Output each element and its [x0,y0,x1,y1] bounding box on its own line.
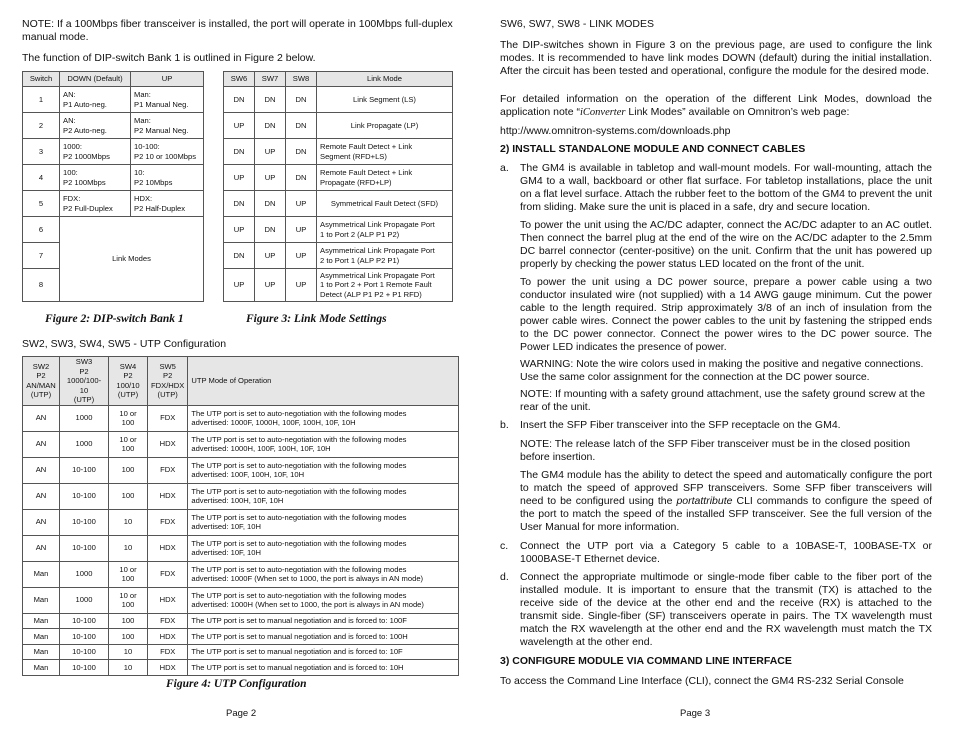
table-row: Man 10-100 100 FDX The UTP port is set to manual negotiation and is forced to: 100F [23,613,459,629]
wire-warning: WARNING: Note the wire colors used in making the positive and negative connections. Use the same color assignment for the connection at the DC power source. [520,358,924,383]
figure-3-caption: Figure 3: Link Mode Settings [246,313,387,325]
page-number: Page 3 [680,708,711,719]
table-row: DN DN UP Symmetrical Fault Detect (SFD) [224,191,453,217]
fiber-note: NOTE: If a 100Mbps fiber transceiver is installed, the port will operate in 100Mbps full-duplex manual mode. [22,18,453,43]
table-row: UP UP UP Asymmetrical Link Propagate Port 1 to Port 2 + Port 1 Remote Fault Detect (ALP P1 P2 + P1 RFD) [224,269,453,302]
step-b-text: Insert the SFP Fiber transceiver into the SFP receptacle on the GM4. [520,419,841,431]
table-row: AN 10-100 10 HDX The UTP port is set to auto-negotiation with the following modes advertised: 10F, 10H [23,535,459,561]
page-3: SW6, SW7, SW8 - LINK MODES The DIP-switches shown in Figure 3 on the previous page, are used to configure the link modes. It is recommended to have link modes DOWN (default) during the initial installation. After the circuit has been tested and operational, configure the module for the desired mode. For detailed information on the operation of the different Link Modes, download the application note “iConverter Link Modes” available on Omnitron’s web page: http://www.omnitron-systems.com/downloads.php 2) INSTALL STANDALONE MODULE AND CONNECT CABLES a. The GM4 is available in tabletop and wall-mount models. For wall-mounting, attach the GM4 to a wall, backboard or other flat surface. For tabletop installations, place the unit on a flat level surface. Attach the rubber feet to the bottom of the GM4 to prevent the unit from sliding. Make sure the unit is placed in a safe, dry and secure location. To power the unit using the AC/DC adapter, connect the AC/DC adapter to an AC outlet. Then connect the barrel plug at the end of the wire on the AC/DC adapter to the 2.5mm DC barrel connector (center-positive) on the unit. Confirm that the unit has powered up properly by checking the power status LED located on the front of the unit. To power the unit using a DC power source, prepare a power cable using a two conductor insulated wire (not supplied) with a 14 AWG gauge minimum. Cut the power cable to the length required. Strip approximately 3/8 of an inch of insulation from the power cable wires. Connect the power cables to the unit by fastening the stripped ends to the DC power connector. Connect the power wires to the DC power source. The Power LED indicates the presence of power. WARNING: Note the wire colors used in making the positive and negative connections. Use the same color assignment for the connection at the DC power source. NOTE: If mounting with a safety ground attachment, use the safety ground screw at the rear of the unit. b. Insert the SFP Fiber transceiver into the SFP receptacle on the GM4. NOTE: The release latch of the SFP Fiber transceiver must be in the closed position before insertion. The GM4 module has the ability to detect the speed and automatically configure the port to match the speed of approved SFP transceivers. Some SFP fiber transceivers will need to be configured using the portattribute CLI commands to configure the speed of the port to match the speed of the installed SFP transceiver. See the full version of the User Manual for more information. c. Connect the UTP port via a Category 5 cable to a 10BASE-T, 100BASE-TX or 1000BASE-T Ethernet device. d. Connect the appropriate multimode or single-mode fiber cable to the fiber port of the installed module. It is important to ensure that the transmit (TX) is attached to the receive side of the device at the other end and the receive (RX) is attached to the transmit side. Single-fiber (SF) transceivers operate in pairs. The TX wavelength must match the RX wavelength at the other end and the RX wavelength must match the TX wavelength at the other end. 3) CONFIGURE MODULE VIA COMMAND LINE INTERFACE To access the Command Line Interface (CLI), connect the GM4 RS-232 Serial Console Page 3 [500,18,933,719]
table-row: 1 AN: P1 Auto-neg. Man: P1 Manual Neg. [23,87,204,113]
bank1-intro: The function of DIP-switch Bank 1 is outlined in Figure 2 below. [22,52,316,64]
step-a-text: The GM4 is available in tabletop and wall-mount models. For wall-mounting, attach the GM4 to a wall, backboard or other flat surface. For tabletop installations, place the unit on a flat level surface. Attach the rubber feet to the bottom of the GM4 to prevent the unit from sliding. Make sure the unit is placed in a safe, dry and secure location. [520,162,932,213]
link-modes-paragraph: The DIP-switches shown in Figure 3 on the previous page, are used to configure the link modes. It is recommended to have link modes DOWN (default) during the initial installation. After the circuit has been tested and operational, configure the module for the desired mode. [500,39,932,77]
table-row: AN 1000 10 or 100 HDX The UTP port is set to auto-negotiation with the following modes advertised: 1000H, 100F, 100H, 10F, 10H [23,431,459,457]
table-row: DN UP DN Remote Fault Detect + Link Segment (RFD+LS) [224,139,453,165]
table-row: Man 10-100 100 HDX The UTP port is set to manual negotiation and is forced to: 100H [23,629,459,645]
link-mode-settings-table: SW6 SW7 SW8 Link Mode DN DN DN Link Segment (LS) UP DN DN Link Propagate (LP) DN UP DN Remote Fault Detect + Link Segment (RFD+LS) UP UP DN Remote Fault Detect + Link Propagate (RFD+LP) DN DN UP Symmetrical Fault Detect (SFD) UP DN UP Asymmetrical Link Propagate Port 1 to Port 2 (ALP P1 P2) DN UP UP Asymmetrical Link Propagate Port 2 to Port 1 (ALP P2 P1) UP UP UP Asymmetrical Link Propagate Port 1 to Port 2 + Port 1 Remote Fault Detect (ALP P1 P2 + P1 RFD) [223,71,453,302]
col-up: UP [131,72,204,87]
table-row: Man 1000 10 or 100 HDX The UTP port is set to auto-negotiation with the following modes advertised: 1000H (When set to 1000, the port is always in AN mode) [23,587,459,613]
step-c-text: Connect the UTP port via a Category 5 cable to a 10BASE-T, 100BASE-TX or 1000BASE-T Ethernet device. [520,540,932,565]
link-modes-heading: SW6, SW7, SW8 - LINK MODES [500,18,655,30]
install-heading: 2) INSTALL STANDALONE MODULE AND CONNECT CABLES [500,143,806,155]
utp-configuration-table: SW2 P2 AN/MAN (UTP) SW3 P2 1000/100-10 (UTP) SW4 P2 100/10 (UTP) SW5 P2 FDX/HDX (UTP) UTP Mode of Operation AN 1000 10 or 100 FDX The UTP port is set to auto-negotiation with the following modes advertised: 1000F, 1000H, 100F, 100H, 10F, 10H AN 1000 10 or 100 HDX The UTP port is set to auto-negotiation with the following modes advertised: 1000H, 100F, 100H, 10F, 10H AN 10-100 100 FDX The UTP port is set to auto-negotiation with the following modes advertised: 100F, 100H, 10F, 10H AN 10-100 100 HDX The UTP port is set to auto-negotiation with the following modes advertised: 100H, 10F, 10H AN 10-100 10 FDX The UTP port is set to auto-negotiation with the following modes advertised: 10F, 10H AN 10-100 10 HDX The UTP port is set to auto-negotiation with the following modes advertised: 10F, 10H Man 1000 10 or 100 FDX The UTP port is set to auto-negotiation with the following modes advertised: 1000F (When set to 1000, the port is always in AN mode) Man 1000 10 or 100 HDX The UTP port is set to auto-negotiation with the following modes advertised: 1000H (When set to 1000, the port is always in AN mode) Man 10-100 100 FDX The UTP port is set to manual negotiation and is forced to: 100F Man 10-100 100 HDX The UTP port is set to manual negotiation and is forced to: 100H Man 10-100 10 FDX The UTP port is set to manual negotiation and is forced to: 10F Man 10-100 10 HDX The UTP port is set to manual negotiation and is forced to: 10H [22,356,459,676]
ac-power-paragraph: To power the unit using the AC/DC adapter, connect the AC/DC adapter to an AC outlet. Then connect the barrel plug at the end of the wire on the AC/DC adapter to the 2.5mm DC barrel connector (center-positive) on the unit. Confirm that the unit has powered up properly by checking the power status LED located on the front of the unit. [520,219,932,270]
table-row: AN 1000 10 or 100 FDX The UTP port is set to auto-negotiation with the following modes advertised: 1000F, 1000H, 100F, 100H, 10F, 10H [23,405,459,431]
table-row: UP DN UP Asymmetrical Link Propagate Port 1 to Port 2 (ALP P1 P2) [224,217,453,243]
downloads-url[interactable]: http://www.omnitron-systems.com/downloads.php [500,125,731,137]
page-number: Page 2 [226,708,257,719]
link-modes-cell: Link Modes [60,217,204,302]
dip-switch-bank1-table [22,71,204,302]
ground-note: NOTE: If mounting with a safety ground attachment, use the safety ground screw at the rear of the unit. [520,388,926,413]
table-row: 2 AN: P2 Auto-neg. Man: P2 Manual Neg. [23,113,204,139]
app-note-paragraph: For detailed information on the operation of the different Link Modes, download the application note “iConverter Link Modes” available on Omnitron’s web page: [500,93,932,118]
cli-paragraph: To access the Command Line Interface (CLI), connect the GM4 RS-232 Serial Console [500,675,904,687]
table-row: DN DN DN Link Segment (LS) [224,87,453,113]
table-row: Man 10-100 10 FDX The UTP port is set to manual negotiation and is forced to: 10F [23,644,459,660]
table-row: UP UP DN Remote Fault Detect + Link Propagate (RFD+LP) [224,165,453,191]
table-row: 7 [23,243,204,269]
table-row: 5 FDX: P2 Full-Duplex HDX: P2 Half-Duplex [23,191,204,217]
figure-2-caption: Figure 2: DIP-switch Bank 1 [45,313,184,325]
table-row: 8 [23,269,204,302]
utp-config-heading: SW2, SW3, SW4, SW5 - UTP Configuration [22,338,227,350]
sfp-speed-paragraph: The GM4 module has the ability to detect the speed and automatically configure the port to match the speed of approved SFP transceivers. Some SFP fiber transceivers will need to be configured using the portattribute CLI commands to configure the speed of the port to match the speed of the installed SFP transceiver. See the full version of the User Manual for more information. [520,469,933,533]
figure-4-caption: Figure 4: UTP Configuration [166,678,307,690]
table-row: UP DN DN Link Propagate (LP) [224,113,453,139]
table-row: 6 Link Modes [23,217,204,243]
table-row: Man 10-100 10 HDX The UTP port is set to manual negotiation and is forced to: 10H [23,660,459,676]
cli-heading: 3) CONFIGURE MODULE VIA COMMAND LINE INTERFACE [500,655,792,667]
col-switch: Switch [23,72,60,87]
table-row: Man 1000 10 or 100 FDX The UTP port is set to auto-negotiation with the following modes advertised: 1000F (When set to 1000, the port is always in AN mode) [23,561,459,587]
step-d-text: Connect the appropriate multimode or single-mode fiber cable to the fiber port of the installed module. It is important to ensure that the transmit (TX) is attached to the receive side of the device at the other end and the receive (RX) is attached to the transmit side. Single-fiber (SF) transceivers operate in pairs. The TX wavelength must match the RX wavelength at the other end and the RX wavelength must match the TX wavelength at the other end. [520,571,932,648]
table-row: AN 10-100 100 FDX The UTP port is set to auto-negotiation with the following modes advertised: 100F, 100H, 10F, 10H [23,457,459,483]
table-row: DN UP UP Asymmetrical Link Propagate Port 2 to Port 1 (ALP P2 P1) [224,243,453,269]
table-row: 3 1000: P2 1000Mbps 10-100: P2 10 or 100Mbps [23,139,204,165]
sfp-latch-note: NOTE: The release latch of the SFP Fiber transceiver must be in the closed position before insertion. [520,438,911,463]
col-down: DOWN (Default) [60,72,131,87]
table-row: AN 10-100 10 FDX The UTP port is set to auto-negotiation with the following modes advertised: 10F, 10H [23,509,459,535]
dc-power-paragraph: To power the unit using a DC power source, prepare a power cable using a two conductor insulated wire (not supplied) with a 14 AWG gauge minimum. Cut the power cable to the length required. Strip approximately 3/8 of an inch of insulation from the power cable wires. Connect the power cables to the unit by fastening the stripped ends to the DC power connector. Connect the power wires to the DC power source. The Power LED indicates the presence of power. [520,276,932,353]
table-row: AN 10-100 100 HDX The UTP port is set to auto-negotiation with the following modes advertised: 100H, 10F, 10H [23,483,459,509]
table-row: 4 100: P2 100Mbps 10: P2 10Mbps [23,165,204,191]
